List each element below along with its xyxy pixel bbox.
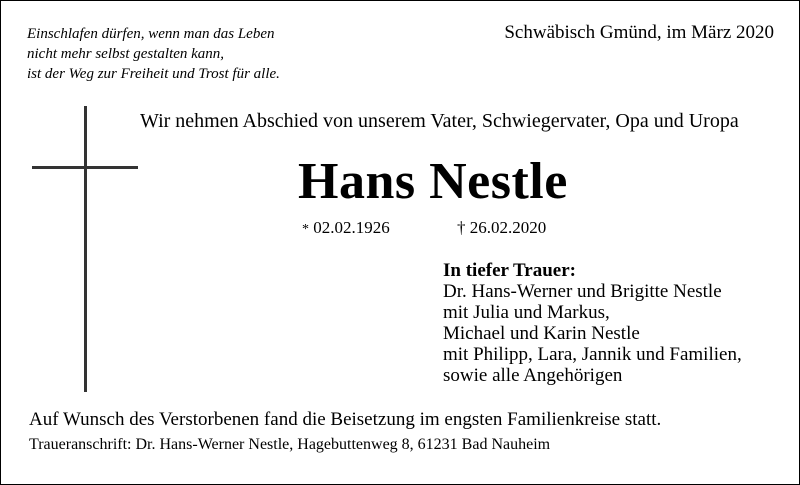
death-date-value: 26.02.2020 xyxy=(469,218,547,237)
mourners-heading: In tiefer Trauer: xyxy=(443,260,576,281)
death-cross-icon: † xyxy=(457,218,466,237)
deceased-name: Hans Nestle xyxy=(298,153,568,210)
mourner-line: mit Julia und Markus, xyxy=(443,302,610,323)
intro-text: Wir nehmen Abschied von unserem Vater, Schwiegervater, Opa und Uropa xyxy=(140,110,739,132)
motto-line: ist der Weg zur Freiheit und Trost für alle. xyxy=(27,66,280,82)
mourner-line: sowie alle Angehörigen xyxy=(443,365,623,386)
motto-verse xyxy=(27,24,280,84)
cross-vertical-bar xyxy=(84,106,87,392)
burial-notice: Auf Wunsch des Verstorbenen fand die Beisetzung im engsten Familienkreise statt. xyxy=(29,409,662,430)
cross-horizontal-bar xyxy=(32,166,138,169)
mourner-line: Michael und Karin Nestle xyxy=(443,323,640,344)
birth-date xyxy=(302,218,390,238)
death-date xyxy=(457,218,546,238)
mourners-block xyxy=(443,260,742,386)
mourning-address: Traueranschrift: Dr. Hans-Werner Nestle, Hagebuttenweg 8, 61231 Bad Nauheim xyxy=(29,436,551,453)
motto-line: Einschlafen dürfen, wenn man das Leben xyxy=(27,26,275,42)
place-date: Schwäbisch Gmünd, im März 2020 xyxy=(504,22,774,43)
birth-date-value: 02.02.1926 xyxy=(313,218,390,237)
mourner-line: Dr. Hans-Werner und Brigitte Nestle xyxy=(443,281,722,302)
motto-line: nicht mehr selbst gestalten kann, xyxy=(27,46,225,62)
mourner-line: mit Philipp, Lara, Jannik und Familien, xyxy=(443,344,742,365)
birth-star-icon: * xyxy=(302,222,309,237)
